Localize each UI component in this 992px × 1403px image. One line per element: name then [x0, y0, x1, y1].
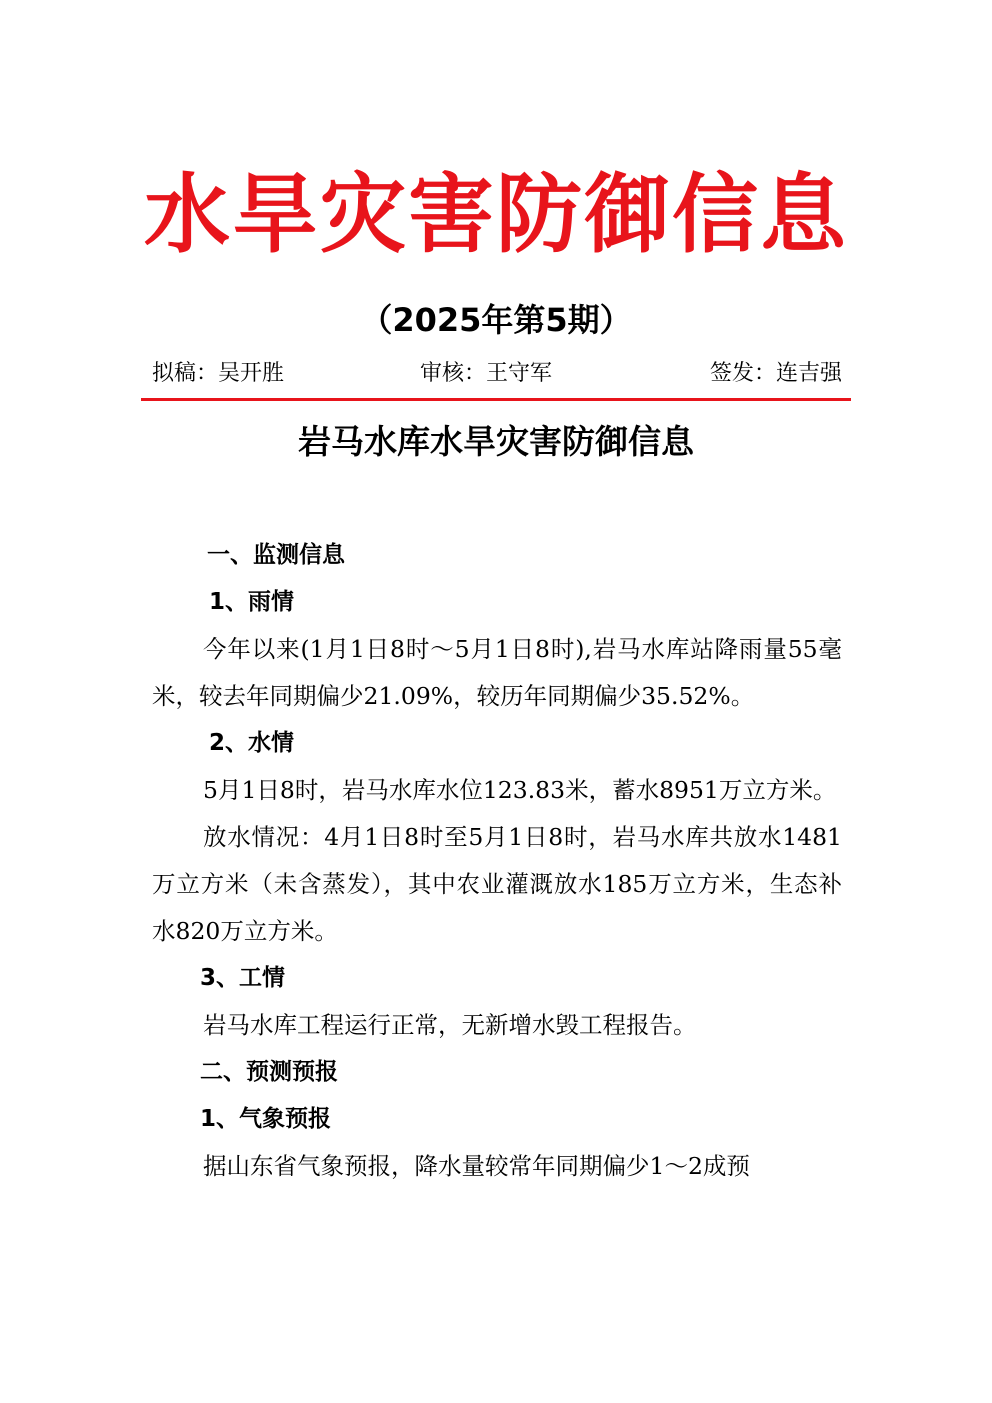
- reviewer-credit: 审核：王守军: [420, 361, 553, 386]
- document-body: [152, 532, 842, 1190]
- red-divider: [141, 398, 851, 401]
- issue-number: （2025年第5期）: [360, 301, 632, 339]
- water-heading: 2、水情: [209, 730, 295, 756]
- issuer-credit: 签发：连吉强: [709, 361, 842, 386]
- weather-heading: 1、气象预报: [200, 1106, 332, 1132]
- credits-line: [152, 356, 842, 392]
- masthead-title: 水旱灾害防御信息: [144, 164, 848, 265]
- rain-paragraph: 今年以来(1月1日8时～5月1日8时),岩马水库站降雨量55毫米，较去年同期偏少21.09%，较历年同期偏少35.52%。: [152, 635, 842, 710]
- section-forecast-heading: 二、预测预报: [200, 1059, 338, 1085]
- drafter-credit: 拟稿：吴开胜: [152, 361, 285, 386]
- section-monitoring-heading: 一、监测信息: [207, 542, 345, 568]
- document-title: 岩马水库水旱灾害防御信息: [298, 422, 694, 461]
- water-release-paragraph: 放水情况：4月1日8时至5月1日8时，岩马水库共放水1481万立方米（未含蒸发），其中农业灌溉放水185万立方米，生态补水820万立方米。: [152, 823, 842, 945]
- works-heading: 3、工情: [200, 965, 286, 991]
- water-level-paragraph: 5月1日8时，岩马水库水位123.83米，蓄水8951万立方米。: [203, 776, 837, 804]
- weather-paragraph: 据山东省气象预报，降水量较常年同期偏少1～2成预: [203, 1152, 750, 1180]
- rain-heading: 1、雨情: [209, 589, 295, 615]
- works-paragraph: 岩马水库工程运行正常，无新增水毁工程报告。: [203, 1011, 697, 1039]
